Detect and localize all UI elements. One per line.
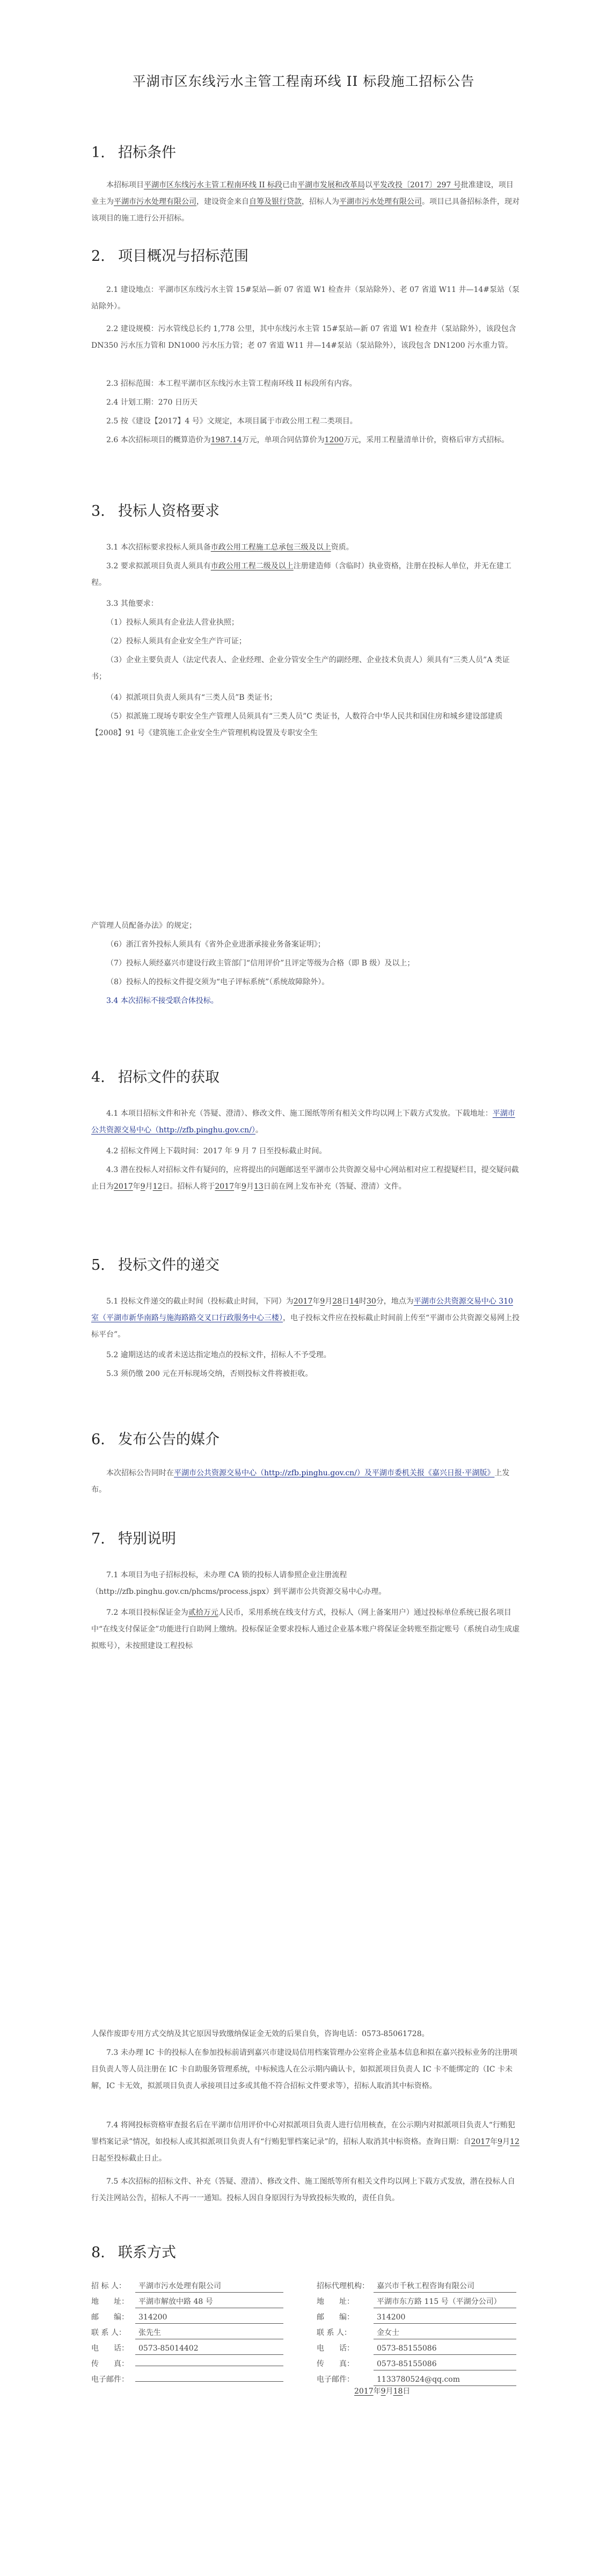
media-link[interactable]: 平湖市公共资源交易中心（http://zfb.pinghu.gov.cn/）及平湖市委机关报《嘉兴日报·平湖版》 — [174, 1469, 495, 1477]
deadline-minute: 30 — [366, 1297, 376, 1306]
date-year: 2017 — [471, 2138, 491, 2146]
text: 日 — [403, 2387, 411, 2396]
text: 7.4 将网投标资格审查报名后在平湖市信用评价中心对拟派项目负责人进行信用核查，在公示期内对拟派项目负责人“行贿犯罪档案记录”情况，如投标人或其拟派项目负责人有“行贿犯罪档案记录”的，招标人取消其中标资格。查询日期：自 — [91, 2121, 515, 2146]
tenderer: 平湖市污水处理有限公司 — [339, 197, 422, 206]
date-day: 12 — [510, 2138, 520, 2146]
text: 7.2 本项目投标保证金为 — [106, 1608, 188, 1617]
section-number: 8. — [91, 2244, 105, 2261]
s1-paragraph — [91, 177, 521, 227]
section-number: 4. — [91, 1069, 105, 1086]
contact-value: 0573-85155086 — [374, 2343, 516, 2355]
date-month: 9 — [242, 1182, 246, 1191]
s3-item-2: （2）投标人须具有企业安全生产许可证； — [106, 637, 246, 646]
date-month: 9 — [498, 2138, 503, 2146]
contact-label: 电 话： — [317, 2344, 354, 2353]
text: 月 — [246, 1182, 254, 1191]
text: 月 — [502, 2138, 510, 2146]
contact-label: 联 系 人： — [317, 2329, 352, 2337]
contact-label: 招 标 人： — [91, 2282, 126, 2290]
s2-p5: 2.5 按《建设【2017】4 号》文规定，本项目属于市政公用工程二类项目。 — [106, 417, 357, 426]
s4-p2: 4.2 招标文件网上下载时间：2017 年 9 月 7 日至投标截止时间。 — [106, 1147, 327, 1155]
s7-p2 — [91, 1605, 521, 1655]
text: 5.1 投标文件递交的截止时间（投标截止时间，下同）为 — [106, 1297, 294, 1306]
text: ，电子投标文件应在投标截止时间前上传至“平湖市公共资源交易网上投标平台”。 — [91, 1314, 520, 1339]
s2-p2: 2.2 建设规模：污水管线总长约 1,778 公里，其中东线污水主管 15#泵站—新 07 省道 W1 检查井（泵站除外），该段包含 DN350 污水压力管和 DN1000 污水压力管；老 07 省道 W11 井—14#泵站（泵站除外），该段包含 DN1200 污水重力管。 — [91, 325, 516, 350]
s3-p4: 3.4 本次招标不接受联合体投标。 — [106, 997, 218, 1005]
text: 万元，单项合同估算价为 — [242, 436, 325, 444]
deadline-hour: 14 — [349, 1297, 359, 1306]
text: 以 — [364, 181, 372, 189]
section-number: 2. — [91, 248, 105, 265]
s4-p3 — [91, 1162, 521, 1195]
date-day: 18 — [393, 2387, 403, 2396]
text: 批准建设，项目业主为 — [91, 181, 514, 206]
text: 日起至投标截止日止。 — [91, 2154, 166, 2163]
text: 2.6 本次招标项目的概算造价为 — [106, 436, 211, 444]
text: 分，地点为 — [376, 1297, 414, 1306]
section-7-heading — [91, 1527, 176, 1548]
contact-value: 平湖市污水处理有限公司 — [135, 2280, 283, 2293]
date-day: 13 — [253, 1182, 264, 1191]
section-title: 联系方式 — [118, 2244, 176, 2261]
s2-p6 — [91, 432, 521, 449]
text: 3.2 要求拟派项目负责人须具有 — [106, 562, 211, 570]
contact-value: 0573-85155086 — [374, 2358, 516, 2370]
s7-p5: 7.5 本次招标的招标文件、补充（答疑、澄清）、修改文件、施工图纸等所有相关文件均以网上下载方式发放，潜在投标人自行关注网站公告，招标人不再一一通知。投标人因自身原因行为导致投标失败的，责任自负。 — [91, 2177, 515, 2202]
section-6-heading — [91, 1428, 220, 1448]
section-number: 1. — [91, 144, 105, 161]
contact-label: 电子邮件： — [317, 2375, 354, 2384]
date-year: 2017 — [114, 1182, 133, 1191]
section-title: 特别说明 — [118, 1531, 176, 1547]
s3-item-6: （6）浙江省外投标人须具有《省外企业进浙承接业务备案证明》； — [106, 940, 325, 949]
text: 。 — [255, 1126, 263, 1135]
s5-p3: 5.3 须仍缴 200 元在开标现场交纳，否则投标文件将被拒收。 — [106, 1370, 313, 1378]
text: 年 — [490, 2138, 498, 2146]
s3-item-5: （5）拟派施工现场专职安全生产管理人员须具有“三类人员”C 类证书，人数符合中华人民共和国住房和城乡建设部建质【2008】91 号《建筑施工企业安全生产管理机构设置及专职安全生 — [91, 712, 503, 737]
s3-p2 — [91, 558, 521, 591]
s3-item-1: （1）投标人须具有企业法人营业执照； — [106, 618, 239, 627]
text: 资质。 — [331, 543, 354, 552]
contact-row — [317, 2325, 516, 2341]
date-year: 2017 — [215, 1182, 235, 1191]
contact-label: 电 话： — [91, 2344, 129, 2353]
approver: 平湖市发展和改革局 — [297, 181, 365, 189]
s7-p2-cont: 人保作废即专用方式交纳及其它原因导致缴纳保证金无效的后果自负，咨询电话：0573-85061728。 — [91, 2030, 429, 2038]
contact-row — [317, 2340, 516, 2357]
contact-label: 地 址： — [317, 2297, 354, 2306]
section-number: 6. — [91, 1431, 105, 1448]
text: 月 — [325, 1297, 333, 1306]
contact-value: 嘉兴市千秋工程咨询有限公司 — [374, 2280, 516, 2293]
text: 本招标项目 — [106, 181, 144, 189]
s2-p4: 2.4 计划工期：270 日历天 — [106, 398, 198, 407]
section-8-heading — [91, 2241, 176, 2262]
contact-label: 电子邮件： — [91, 2375, 129, 2384]
qualification: 市政公用工程二级及以上 — [210, 562, 294, 570]
section-title: 招标条件 — [118, 144, 176, 161]
contact-label: 邮 编： — [91, 2313, 129, 2322]
text: 万元，采用工程量清单计价，资格后审方式招标。 — [343, 436, 509, 444]
s7-p1: 7.1 本项目为电子招标投标，未办理 CA 锁的投标人请参照企业注册流程（http://zfb.pinghu.gov.cn/phcms/process.jspx）到平湖市公共资源交易中心办理。 — [91, 1571, 386, 1596]
text: 4.3 潜在投标人对招标文件有疑问的，应将提出的问题邮送至平湖市公共资源交易中心网站相对应工程提疑栏目，提交疑问截止日为 — [91, 1166, 519, 1191]
section-3-heading — [91, 499, 220, 520]
text: 本次招标公告同时在 — [106, 1469, 174, 1477]
contact-row — [91, 2356, 283, 2373]
deadline-month: 9 — [320, 1297, 325, 1306]
contact-row — [91, 2340, 283, 2357]
text: 年 — [234, 1182, 242, 1191]
s3-item-8: （8）投标人的投标文件提交须为“电子评标系统”（系统故障除外）。 — [106, 978, 330, 986]
fund-source: 自筹及银行贷款 — [249, 197, 302, 206]
contact-value: 金女士 — [374, 2327, 516, 2339]
text: 月 — [385, 2387, 393, 2396]
text: 。项目已具备招标条件，现对该项目的施工进行公开招标。 — [91, 197, 520, 223]
s7-p4 — [91, 2117, 521, 2167]
text: 时 — [359, 1297, 367, 1306]
contact-label: 地 址： — [91, 2297, 129, 2306]
deposit-amount: 贰拾万元 — [188, 1608, 218, 1617]
section-title: 项目概况与招标范围 — [118, 248, 248, 265]
text: 日。招标人将于 — [162, 1182, 215, 1191]
text: 日前在网上发布补充（答疑、澄清）文件。 — [263, 1182, 406, 1191]
contact-value: 张先生 — [135, 2327, 283, 2339]
contact-label: 邮 编： — [317, 2313, 354, 2322]
section-number: 5. — [91, 1257, 105, 1274]
text: 年 — [133, 1182, 141, 1191]
section-title: 投标人资格要求 — [118, 503, 220, 519]
date-year: 2017 — [354, 2387, 374, 2396]
contact-row — [91, 2278, 283, 2295]
s3-item-4: （4）拟派项目负责人须具有“三类人员”B 类证书； — [106, 693, 277, 702]
page-title: 平湖市区东线污水主管工程南环线 II 标段施工招标公告 — [132, 74, 475, 89]
section-1-heading — [91, 141, 176, 162]
section-2-heading — [91, 244, 248, 265]
contact-row — [317, 2294, 516, 2310]
contact-row — [91, 2309, 283, 2326]
text: ，建设资金来自 — [196, 197, 249, 206]
text: ，招标人为 — [302, 197, 339, 206]
s3-p3: 3.3 其他要求： — [106, 599, 158, 608]
approval-doc: 平发改投〔2017〕297 号 — [372, 181, 461, 189]
s6-paragraph — [91, 1465, 521, 1498]
contact-label: 传 真： — [91, 2360, 129, 2368]
section-title: 投标文件的递交 — [118, 1257, 220, 1274]
text: 上发布。 — [91, 1469, 510, 1494]
download-link[interactable]: 平湖市公共资源交易中心（http://zfb.pinghu.gov.cn/） — [91, 1109, 515, 1135]
contact-row — [91, 2325, 283, 2341]
deadline-year: 2017 — [293, 1297, 313, 1306]
s5-p1 — [91, 1293, 521, 1343]
text: 4.1 本项目招标文件和补充（答疑、澄清）、修改文件、施工图纸等所有相关文件均以网上下载方式发放。下载地址： — [106, 1109, 493, 1118]
project-name: 平湖市区东线污水主管工程南环线 II 标段 — [144, 181, 282, 189]
s2-p1: 2.1 建设地点：平湖市区东线污水主管 15#泵站—新 07 省道 W1 检查井（泵站除外）、老 07 省道 W11 井—14#泵站（泵站除外）。 — [91, 286, 520, 311]
s2-p3: 2.3 招标范围：本工程平湖市区东线污水主管工程南环线 II 标段所有内容。 — [106, 379, 357, 388]
text: 人民币，采用系统在线支付方式，投标人（网上备案用户）通过投标单位系统已报名项目中“在线支付保证金”功能进行自助网上缴纳。投标保证金要求投标人通过企业基本账户将保证金转账至指定账号（系统自动生成虚拟账号），未按照建设工程投标 — [91, 1608, 520, 1650]
contact-row — [317, 2278, 516, 2295]
s3-item-3: （3）企业主要负责人（法定代表人、企业经理、企业分管安全生产的副经理、企业技术负责人）须具有“三类人员”A 类证书； — [91, 656, 510, 681]
contact-row — [91, 2294, 283, 2310]
submission-location: 平湖市公共资源交易中心 310 室（平湖市新华南路与施海路路交叉口行政服务中心三楼） — [91, 1297, 513, 1322]
section-5-heading — [91, 1253, 220, 1274]
text: 月 — [145, 1182, 153, 1191]
contact-value: 1133780524@qq.com — [374, 2374, 516, 2386]
s5-p2: 5.2 逾期送达的或者未送达指定地点的投标文件，招标人不予受理。 — [106, 1351, 331, 1359]
date-day: 12 — [152, 1182, 163, 1191]
contact-value: 314200 — [135, 2311, 283, 2324]
contract-estimate: 1200 — [324, 436, 344, 444]
s3-item-7: （7）投标人须经嘉兴市建设行政主管部门“信用评价”且评定等级为合格（即 B 级）及以上； — [106, 959, 415, 968]
section-number: 3. — [91, 503, 105, 519]
contact-label: 招标代理机构： — [317, 2282, 369, 2290]
announcement-date — [354, 2385, 410, 2396]
s3-item-5-cont: 产管理人员配备办法》的规定； — [91, 921, 196, 930]
text: 日 — [342, 1297, 350, 1306]
section-number: 7. — [91, 1531, 105, 1547]
qualification: 市政公用工程施工总承包三级及以上 — [210, 543, 331, 552]
contact-value: 314200 — [374, 2311, 516, 2324]
contact-value: 平湖市解放中路 48 号 — [135, 2296, 283, 2308]
contact-row — [91, 2372, 283, 2388]
section-title: 发布公告的媒介 — [118, 1431, 220, 1448]
contact-value: 0573-85014402 — [135, 2343, 283, 2355]
text: 年 — [373, 2387, 381, 2396]
contact-label: 联 系 人： — [91, 2329, 126, 2337]
section-title: 招标文件的获取 — [118, 1069, 220, 1086]
contact-label: 传 真： — [317, 2360, 354, 2368]
contact-row — [317, 2309, 516, 2326]
section-4-heading — [91, 1065, 220, 1086]
date-month: 9 — [140, 1182, 145, 1191]
owner: 平湖市污水处理有限公司 — [114, 197, 196, 206]
s3-p1 — [91, 539, 521, 556]
text: 年 — [312, 1297, 320, 1306]
contact-row — [317, 2372, 516, 2388]
text: 注册建造师（含临时）执业资格，注册在投标人单位，并无在建工程。 — [91, 562, 511, 587]
contact-row — [317, 2356, 516, 2373]
s7-p3: 7.3 未办理 IC 卡的投标人在参加投标前请到嘉兴市建设局信用档案管理办公室将企业基本信息和拟在嘉兴投标业务的注册项目负责人等人员注册在 IC 卡自助服务管理系统，中标候选人在公示期内确认卡，如拟派项目负责人 IC 卡不能绑定的（IC 卡未解，IC 卡无效，拟派项目负责人承接项目过多或其他不符合招标文件要求等），招标人取消其中标资格。 — [91, 2048, 517, 2090]
deadline-day: 28 — [332, 1297, 342, 1306]
contact-value: 平湖市东方路 115 号（平湖分公司） — [374, 2296, 516, 2308]
text: 3.1 本次招标要求投标人须具备 — [106, 543, 211, 552]
text: 已由 — [282, 181, 297, 189]
s4-p1 — [91, 1106, 521, 1139]
budget: 1987.14 — [210, 436, 242, 444]
contact-value — [135, 2381, 283, 2382]
date-month: 9 — [381, 2387, 386, 2396]
